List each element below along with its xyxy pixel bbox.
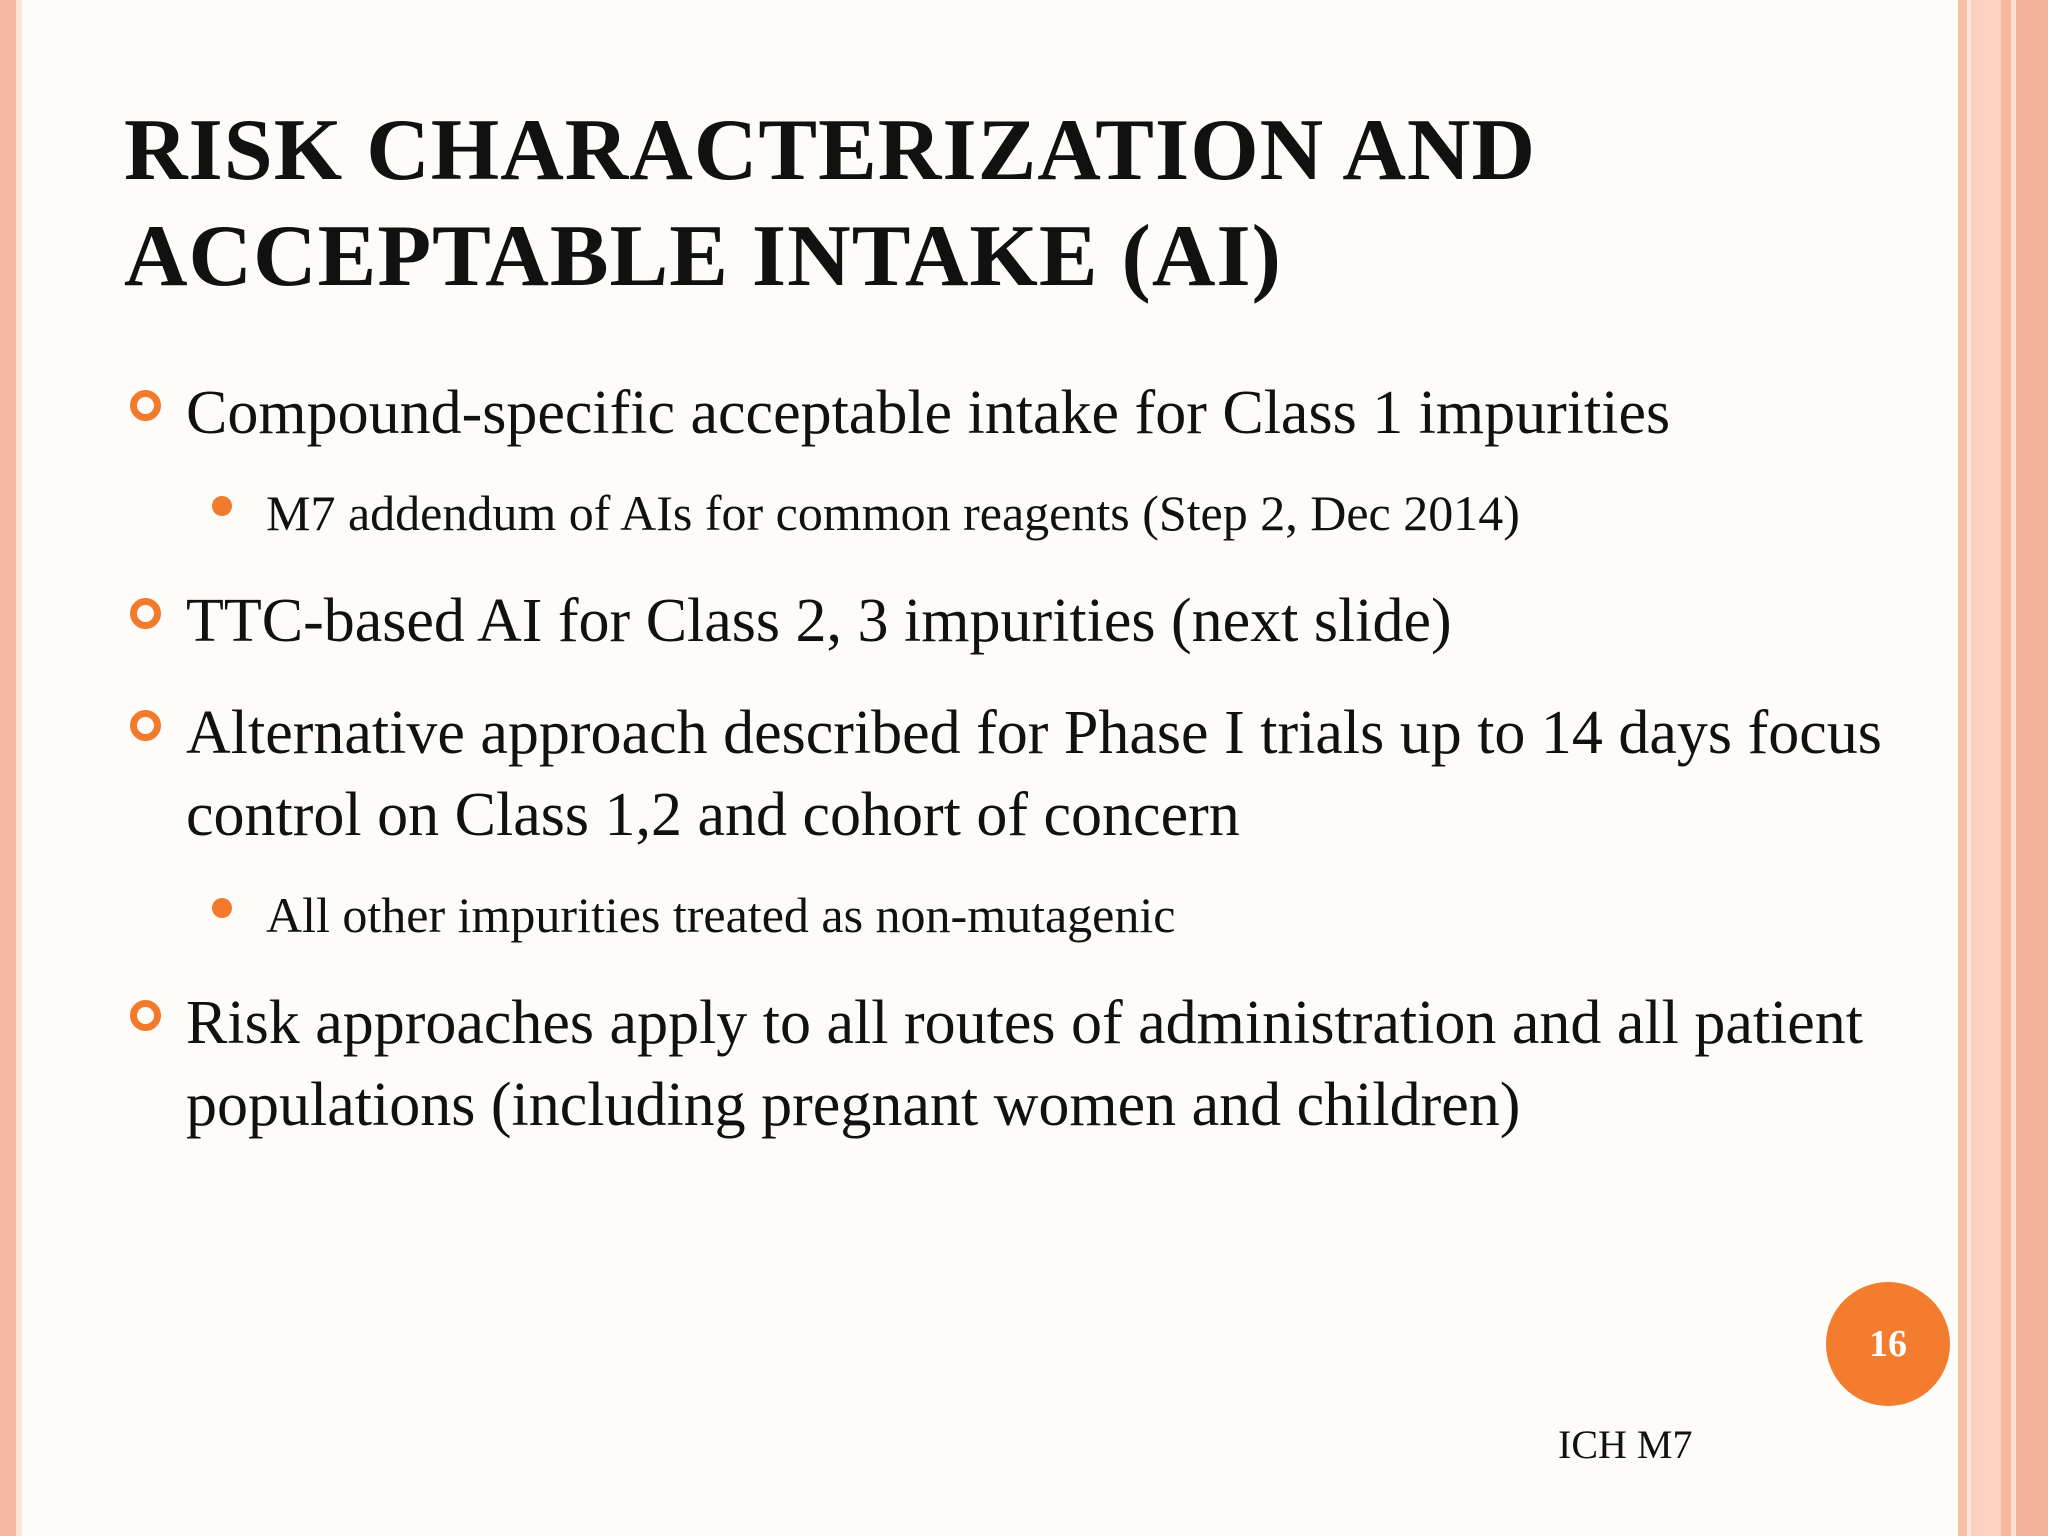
bullet-item	[130, 982, 1890, 1146]
source-label: ICH M7	[1558, 1422, 1693, 1467]
sub-bullet-text: M7 addendum of AIs for common reagents (Step 2, Dec 2014)	[266, 485, 1520, 541]
sub-bullet-item	[130, 478, 1890, 548]
sub-bullet-item	[130, 880, 1890, 950]
right-stripe-3	[1971, 0, 2001, 1536]
slide-title: RISK CHARACTERIZATION AND ACCEPTABLE INTAKE (AI)	[124, 102, 1537, 305]
right-stripe-4	[2001, 0, 2011, 1536]
ring-bullet-icon	[130, 1000, 161, 1031]
bullet-text: Compound-specific acceptable intake for Class 1 impurities	[186, 379, 1671, 447]
sub-bullet-text: All other impurities treated as non-mutagenic	[266, 887, 1176, 943]
bullet-text: Risk approaches apply to all routes of administration and all patient populations (including pregnant women and children)	[186, 989, 1864, 1139]
right-stripe-6	[2016, 0, 2048, 1536]
bullet-list	[130, 372, 1890, 1176]
left-border-inner-stripe	[16, 0, 22, 1536]
right-stripe-1	[1958, 0, 1967, 1536]
bullet-text: Alternative approach described for Phase I trials up to 14 days focus control on Class 1,2 and cohort of concern	[186, 699, 1882, 849]
page-number-badge: 16	[1826, 1282, 1950, 1406]
left-border-stripe	[0, 0, 16, 1536]
bullet-item	[130, 692, 1890, 856]
dot-bullet-icon	[212, 898, 232, 918]
bullet-item	[130, 580, 1890, 662]
bullet-item	[130, 372, 1890, 454]
ring-bullet-icon	[130, 710, 161, 741]
dot-bullet-icon	[212, 496, 232, 516]
ring-bullet-icon	[130, 390, 161, 421]
ring-bullet-icon	[130, 598, 161, 629]
bullet-text: TTC-based AI for Class 2, 3 impurities (next slide)	[186, 587, 1452, 655]
